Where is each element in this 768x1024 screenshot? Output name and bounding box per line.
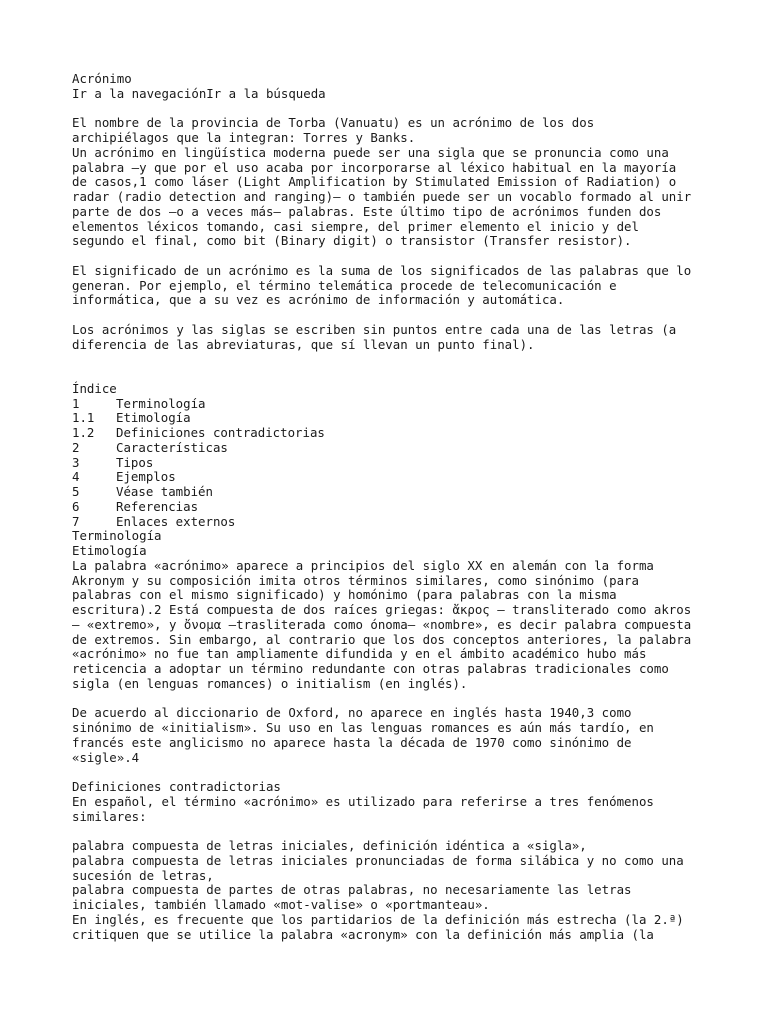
toc-item-number: 1.1 [72, 410, 95, 426]
definitions-list [72, 839, 712, 942]
punctuation-paragraph: Los acrónimos y las siglas se escriben sin puntos entre cada una de las letras (a diferencia de las abreviaturas, que sí llevan un punto final). [72, 321, 677, 352]
toc-item-label[interactable]: Véase también [116, 484, 213, 499]
meaning-paragraph: El significado de un acrónimo es la suma de los significados de las palabras que lo generan. Por ejemplo, el término telemática procede de telecomunicación e informática, que a su vez es acrónimo de información y automática. [72, 262, 692, 308]
toc-item-number: 1.2 [72, 425, 95, 440]
navigation-links[interactable]: Ir a la navegaciónIr a la búsqueda [72, 85, 326, 101]
toc-item-number: 2 [72, 439, 80, 455]
spacer [72, 308, 712, 323]
toc-item-label[interactable]: Terminología [116, 395, 206, 411]
toc-item-number: 6 [72, 498, 80, 514]
toc-heading: Índice [72, 380, 117, 396]
toc-item[interactable] [72, 456, 712, 471]
toc-item-number: 7 [72, 513, 80, 529]
table-of-contents [72, 382, 712, 530]
etymology-paragraph: La palabra «acrónimo» aparece a principios del siglo XX en alemán con la forma Akronym y su composición imita otros términos similares, como sinónimo (para palabras con el mismo significado) y homónimo (para palabras con la misma escritura).2 Está compuesta de dos raíces griegas: ἄκρος — transliterado como akros — «extremo», y ὄνομα —trasliterada como ónoma— «nombre», es decir palabra compuesta de extremos. Sin embargo, al contrario que los dos conceptos anteriores, la palabra «acrónimo» no fue tan ampliamente difundida y en el ámbito académico hubo más reticencia a adoptar un término redundante con otras palabras tradicionales como sigla (en lenguas romances) o initialism (en inglés). [72, 557, 692, 691]
intro-paragraph: El nombre de la provincia de Torba (Vanuatu) es un acrónimo de los dos archipiélagos que la integran: Torres y Banks. Un acrónimo en lingüística moderna puede ser una sigla que se pronuncia como una palabra —y que por el uso acaba por incorporarse al léxico habitual en la mayoría de casos,1 como láser (Light Amplification by Stimulated Emission of Radiation) o radar (radio detection and ranging)— o también puede ser un vocablo formado al unir parte de dos —o a veces más— palabras. Este último tipo de acrónimos funden dos elementos léxicos tomando, casi siempre, del primer elemento el inicio y del segundo el final, como bit (Binary digit) o transistor (Transfer resistor). [72, 115, 692, 249]
toc-item-label[interactable]: Definiciones contradictorias [116, 425, 325, 440]
spacer [72, 692, 712, 707]
toc-item[interactable] [72, 485, 712, 500]
oxford-paragraph: De acuerdo al diccionario de Oxford, no aparece en inglés hasta 1940,3 como sinónimo de «initialism». Su uso en las lenguas romances es aún más tardío, en francés este anglicismo no aparece hasta la década de 1970 como sinónimo de «sigle».4 [72, 705, 654, 765]
spacer [72, 352, 712, 382]
toc-item-label[interactable]: Ejemplos [116, 469, 176, 485]
toc-item-number: 4 [72, 469, 80, 485]
list-item: palabra compuesta de letras iniciales, definición idéntica a «sigla», [72, 838, 587, 853]
toc-item[interactable] [72, 500, 712, 515]
list-item: palabra compuesta de letras iniciales pronunciadas de forma silábica y no como una [72, 852, 684, 868]
definitions-intro: En español, el término «acrónimo» es utilizado para referirse a tres fenómenos similares: [72, 793, 654, 824]
spacer [72, 249, 712, 264]
toc-item-label[interactable]: Etimología [116, 410, 191, 426]
toc-item-label[interactable]: Características [116, 439, 228, 455]
toc-item[interactable] [72, 441, 712, 456]
toc-item-label[interactable]: Enlaces externos [116, 513, 236, 529]
toc-item-number: 1 [72, 395, 80, 411]
toc-item-number: 3 [72, 454, 80, 470]
list-item: iniciales, también llamado «mot-valise» o «portmanteau». [72, 897, 490, 912]
toc-item-number: 5 [72, 484, 80, 499]
toc-item[interactable] [72, 470, 712, 485]
document-page [72, 72, 712, 942]
page-title: Acrónimo [72, 71, 132, 86]
spacer [72, 102, 712, 117]
list-item: palabra compuesta de partes de otras palabras, no necesariamente las letras [72, 882, 632, 898]
spacer [72, 765, 712, 780]
toc-item[interactable] [72, 397, 712, 412]
spacer [72, 824, 712, 839]
toc-item[interactable] [72, 426, 712, 441]
subsection-heading-definiciones: Definiciones contradictorias [72, 779, 281, 794]
toc-item[interactable] [72, 515, 712, 530]
toc-item-label[interactable]: Referencias [116, 498, 199, 514]
section-heading-terminologia: Terminología [72, 528, 162, 544]
list-item: critiquen que se utilice la palabra «acronym» con la definición más amplia (la [72, 926, 654, 942]
subsection-heading-etimologia: Etimología [72, 543, 147, 558]
list-item: En inglés, es frecuente que los partidarios de la definición más estrecha (la 2.ª) [72, 911, 684, 927]
list-item: sucesión de letras, [72, 867, 214, 883]
toc-item[interactable] [72, 411, 712, 426]
toc-item-label[interactable]: Tipos [116, 454, 154, 470]
